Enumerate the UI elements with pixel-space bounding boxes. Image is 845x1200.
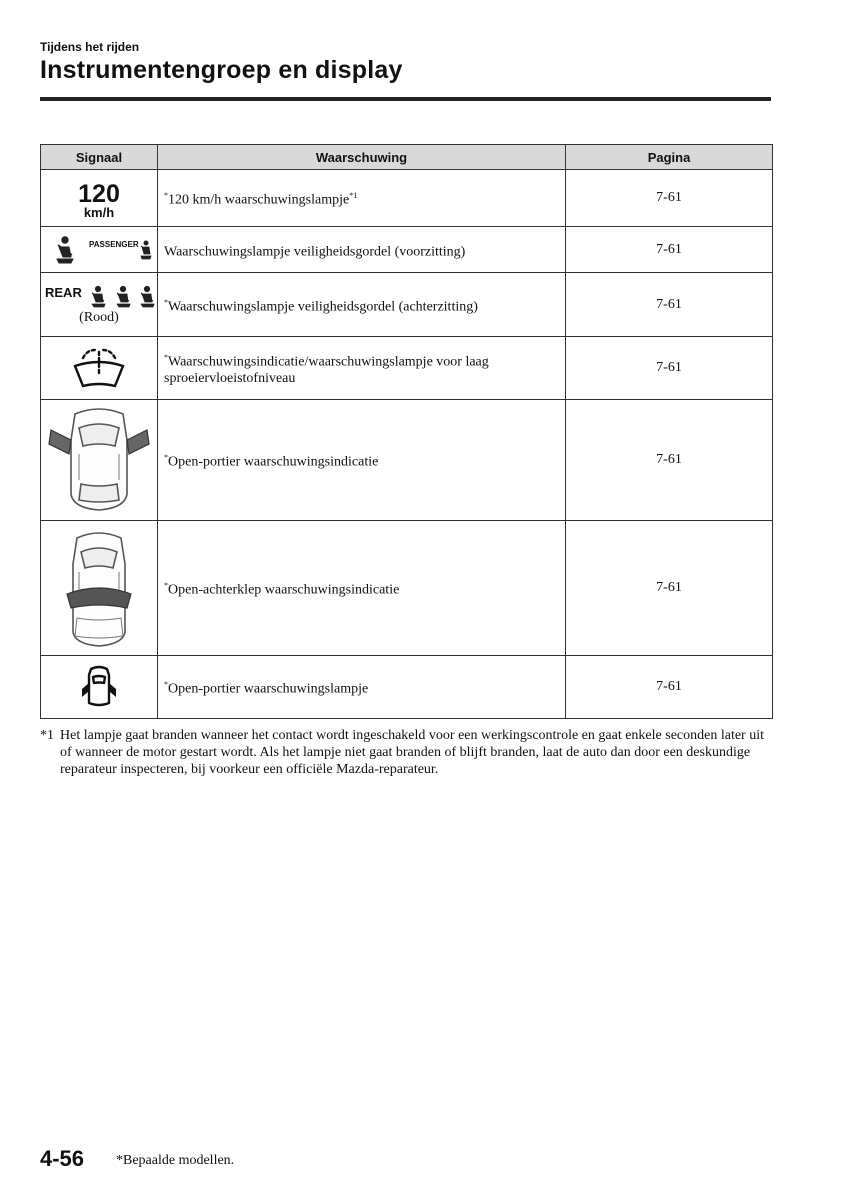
warning-text: Open-portier waarschuwingsindicatie bbox=[168, 454, 379, 470]
rear-label: REAR bbox=[45, 285, 82, 300]
signal-color-caption: (Rood) bbox=[79, 310, 119, 325]
car-tailgate-open-icon bbox=[61, 528, 137, 648]
warning-cell bbox=[158, 227, 566, 273]
footnote-mark: *1 bbox=[40, 728, 54, 743]
table-header-row bbox=[41, 145, 773, 170]
page-cell: 7-61 bbox=[566, 170, 773, 227]
warning-text: 120 km/h waarschuwingslampje bbox=[168, 192, 350, 208]
signal-cell bbox=[41, 337, 158, 400]
signal-cell bbox=[41, 273, 158, 337]
page-cell: 7-61 bbox=[566, 337, 773, 400]
column-header-signaal: Signaal bbox=[41, 145, 158, 170]
speed-120-warning-icon bbox=[69, 176, 129, 220]
table-row bbox=[41, 400, 773, 521]
warning-cell: *Open-portier waarschuwingsindicatie bbox=[158, 400, 566, 521]
models-note: *Bepaalde modellen. bbox=[116, 1153, 235, 1168]
warning-text: Waarschuwingslampje veiligheidsgordel (achterzitting) bbox=[168, 299, 478, 315]
signal-cell bbox=[41, 521, 158, 656]
warning-cell: *Waarschuwingsindicatie/waarschuwingslampje voor laag sproeiervloeistofniveau bbox=[158, 337, 566, 400]
signal-cell bbox=[41, 170, 158, 227]
passenger-seatbelt-icon bbox=[141, 241, 151, 259]
page-cell: 7-61 bbox=[566, 273, 773, 337]
column-header-waarschuwing: Waarschuwing bbox=[158, 145, 566, 170]
warning-text: Open-portier waarschuwingslampje bbox=[168, 681, 369, 697]
table-row bbox=[41, 337, 773, 400]
washer-fluid-warning-icon bbox=[69, 346, 129, 390]
warning-table bbox=[40, 144, 773, 719]
speed-120-unit: km/h bbox=[83, 205, 115, 220]
table-row bbox=[41, 656, 773, 719]
warning-cell: *120 km/h waarschuwingslampje$^{*1}$ bbox=[158, 170, 566, 227]
footnote-text: Het lampje gaat branden wanneer het contact wordt ingeschakeld voor een werkingscontrole en gaat enkele seconden later uit of wanneer de motor gestart wordt. Als het lampje niet gaat branden of blijft branden, laat de auto dan door een deskundige reparateur inspecteren, bij voorkeur een officiële Mazda-reparateur. bbox=[60, 728, 764, 777]
warning-text: Waarschuwingsindicatie/waarschuwingslampje voor laag sproeiervloeistofniveau bbox=[164, 354, 489, 387]
section-label: Tijdens het rijden bbox=[40, 40, 140, 54]
warning-cell: *Waarschuwingslampje veiligheidsgordel (achterzitting) bbox=[158, 273, 566, 337]
warning-cell: *Open-portier waarschuwingslampje bbox=[158, 656, 566, 719]
footnote-ref: *1 bbox=[349, 191, 358, 201]
page-cell: 7-61 bbox=[566, 400, 773, 521]
column-header-pagina: Pagina bbox=[566, 145, 773, 170]
page-cell: 7-61 bbox=[566, 656, 773, 719]
page-cell: 7-61 bbox=[566, 227, 773, 273]
table-row bbox=[41, 227, 773, 273]
warning-text: Open-achterklep waarschuwingsindicatie bbox=[168, 582, 400, 598]
seatbelt-rear-warning-icon bbox=[43, 283, 155, 309]
warning-cell: *Open-achterklep waarschuwingsindicatie bbox=[158, 521, 566, 656]
signal-cell bbox=[41, 656, 158, 719]
seatbelt-front-warning-icon bbox=[45, 235, 153, 265]
passenger-label: PASSENGER bbox=[89, 239, 139, 249]
page-number: 4-56 bbox=[40, 1146, 85, 1171]
table-row bbox=[41, 170, 773, 227]
page-cell: 7-61 bbox=[566, 521, 773, 656]
signal-cell bbox=[41, 400, 158, 521]
title-divider bbox=[40, 97, 771, 101]
speed-120-value: 120 bbox=[78, 180, 120, 208]
table-row bbox=[41, 273, 773, 337]
door-open-warning-icon bbox=[79, 665, 119, 709]
page-title: Instrumentengroep en display bbox=[40, 56, 403, 84]
footnote bbox=[40, 727, 775, 778]
table-row bbox=[41, 521, 773, 656]
car-doors-open-icon bbox=[45, 404, 153, 516]
warning-text: Waarschuwingslampje veiligheidsgordel (voorzitting) bbox=[164, 244, 466, 260]
signal-cell bbox=[41, 227, 158, 273]
